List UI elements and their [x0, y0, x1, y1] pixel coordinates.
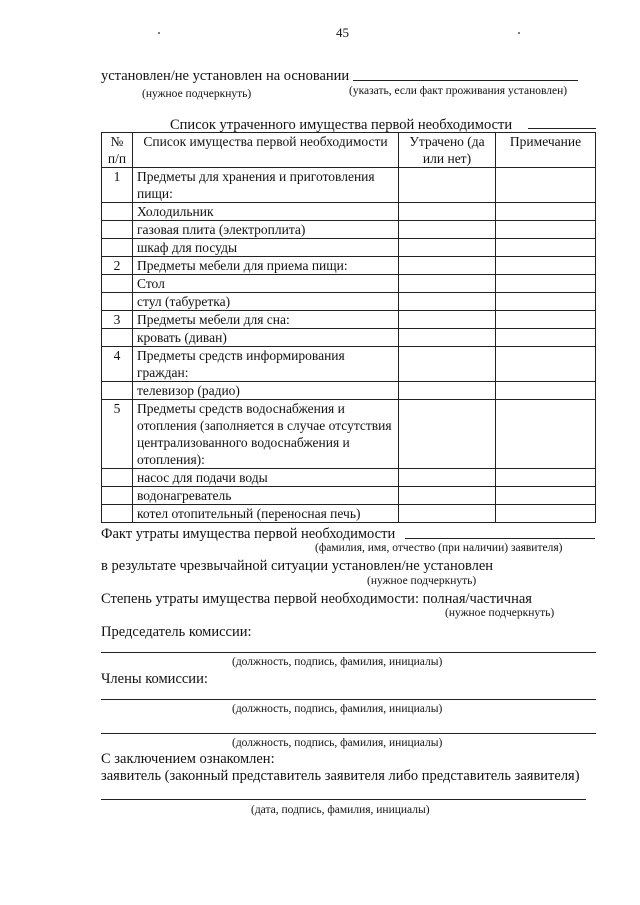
- emergency-hint: (нужное подчеркнуть): [367, 575, 477, 587]
- row-note-cell[interactable]: [496, 469, 596, 487]
- table-title-line: [528, 128, 596, 129]
- member2-hint: (должность, подпись, фамилия, инициалы): [232, 737, 443, 749]
- row-lost-cell[interactable]: [399, 329, 496, 347]
- row-lost-cell[interactable]: [399, 293, 496, 311]
- table-row: [102, 275, 596, 293]
- row-note-cell[interactable]: [496, 275, 596, 293]
- acknowledged-label: С заключением ознакомлен:: [101, 751, 275, 767]
- table-row: [102, 487, 596, 505]
- header-name: Список имущества первой необходимости: [133, 133, 399, 168]
- table-row: [102, 239, 596, 257]
- row-note-cell[interactable]: [496, 382, 596, 400]
- row-num: [102, 239, 133, 257]
- row-name: Холодильник: [133, 203, 399, 221]
- row-note-cell[interactable]: [496, 203, 596, 221]
- row-note-cell[interactable]: [496, 293, 596, 311]
- row-name: стул (табуретка): [133, 293, 399, 311]
- row-lost-cell[interactable]: [399, 275, 496, 293]
- table-row: [102, 469, 596, 487]
- basis-text: установлен/не установлен на основании: [101, 68, 350, 84]
- fact-hint: (фамилия, имя, отчество (при наличии) заявителя): [315, 542, 563, 554]
- row-name: водонагреватель: [133, 487, 399, 505]
- applicant-text: заявитель (законный представитель заявителя либо представитель заявителя): [101, 768, 580, 784]
- fact-text: Факт утраты имущества первой необходимости: [101, 526, 396, 542]
- row-lost-cell[interactable]: [399, 400, 496, 469]
- row-lost-cell[interactable]: [399, 505, 496, 523]
- row-num: 2: [102, 257, 133, 275]
- row-name: Предметы мебели для приема пищи:: [133, 257, 399, 275]
- row-note-cell[interactable]: [496, 311, 596, 329]
- row-note-cell[interactable]: [496, 168, 596, 203]
- row-note-cell[interactable]: [496, 505, 596, 523]
- row-name: насос для подачи воды: [133, 469, 399, 487]
- degree-text: Степень утраты имущества первой необходимости: полная/частичная: [101, 591, 532, 607]
- row-num: 4: [102, 347, 133, 382]
- basis-hint-right: (указать, если факт проживания установлен): [349, 85, 568, 97]
- row-lost-cell[interactable]: [399, 239, 496, 257]
- row-name: телевизор (радио): [133, 382, 399, 400]
- table-row: [102, 293, 596, 311]
- table-row: [102, 221, 596, 239]
- row-lost-cell[interactable]: [399, 382, 496, 400]
- chairman-label: Председатель комиссии:: [101, 624, 252, 640]
- row-note-cell[interactable]: [496, 239, 596, 257]
- applicant-hint: (дата, подпись, фамилия, инициалы): [251, 804, 430, 816]
- header-lost: Утрачено (да или нет): [399, 133, 496, 168]
- chairman-hint: (должность, подпись, фамилия, инициалы): [232, 656, 443, 668]
- row-num: 1: [102, 168, 133, 203]
- degree-hint: (нужное подчеркнуть): [445, 607, 555, 619]
- header-num: № п/п: [102, 133, 133, 168]
- row-lost-cell[interactable]: [399, 168, 496, 203]
- table-row: [102, 382, 596, 400]
- row-num: [102, 221, 133, 239]
- applicant-signature-line[interactable]: [101, 799, 586, 800]
- row-name: Стол: [133, 275, 399, 293]
- row-num: [102, 329, 133, 347]
- basis-fill-line: [353, 80, 578, 81]
- table-row: [102, 505, 596, 523]
- row-note-cell[interactable]: [496, 487, 596, 505]
- row-name: Предметы средств водоснабжения и отопления (заполняется в случае отсутствия централизованного водоснабжения и отопления):: [133, 400, 399, 469]
- row-lost-cell[interactable]: [399, 221, 496, 239]
- member1-hint: (должность, подпись, фамилия, инициалы): [232, 703, 443, 715]
- row-name: шкаф для посуды: [133, 239, 399, 257]
- row-note-cell[interactable]: [496, 221, 596, 239]
- row-name: Предметы средств информирования граждан:: [133, 347, 399, 382]
- row-lost-cell[interactable]: [399, 469, 496, 487]
- row-lost-cell[interactable]: [399, 203, 496, 221]
- row-note-cell[interactable]: [496, 257, 596, 275]
- row-num: [102, 487, 133, 505]
- row-num: [102, 275, 133, 293]
- members-label: Члены комиссии:: [101, 671, 208, 687]
- row-lost-cell[interactable]: [399, 487, 496, 505]
- basis-hint-left: (нужное подчеркнуть): [142, 88, 252, 100]
- table-row: [102, 347, 596, 382]
- row-num: [102, 469, 133, 487]
- row-num: 3: [102, 311, 133, 329]
- table-row: [102, 168, 596, 203]
- table-title: Список утраченного имущества первой необходимости: [170, 117, 513, 133]
- scan-speck: [518, 32, 520, 34]
- page-number: 45: [336, 25, 349, 40]
- row-name: кровать (диван): [133, 329, 399, 347]
- row-num: [102, 382, 133, 400]
- row-note-cell[interactable]: [496, 329, 596, 347]
- row-name: Предметы мебели для сна:: [133, 311, 399, 329]
- table-row: [102, 203, 596, 221]
- member2-signature-line[interactable]: [101, 733, 596, 734]
- scan-speck: [158, 32, 160, 34]
- member1-signature-line[interactable]: [101, 699, 596, 700]
- property-table: [101, 132, 596, 523]
- row-name: газовая плита (электроплита): [133, 221, 399, 239]
- header-note: Примечание: [496, 133, 596, 168]
- row-num: [102, 505, 133, 523]
- table-row: [102, 311, 596, 329]
- table-row: [102, 400, 596, 469]
- row-name: котел отопительный (переносная печь): [133, 505, 399, 523]
- fact-fill-line: [405, 538, 595, 539]
- row-lost-cell[interactable]: [399, 311, 496, 329]
- table-row: [102, 257, 596, 275]
- row-num: [102, 203, 133, 221]
- row-note-cell[interactable]: [496, 400, 596, 469]
- row-note-cell[interactable]: [496, 347, 596, 382]
- table-row: [102, 329, 596, 347]
- row-name: Предметы для хранения и приготовления пищи:: [133, 168, 399, 203]
- chairman-signature-line[interactable]: [101, 652, 596, 653]
- row-lost-cell[interactable]: [399, 347, 496, 382]
- row-num: 5: [102, 400, 133, 469]
- row-lost-cell[interactable]: [399, 257, 496, 275]
- emergency-text: в результате чрезвычайной ситуации установлен/не установлен: [101, 558, 494, 574]
- row-num: [102, 293, 133, 311]
